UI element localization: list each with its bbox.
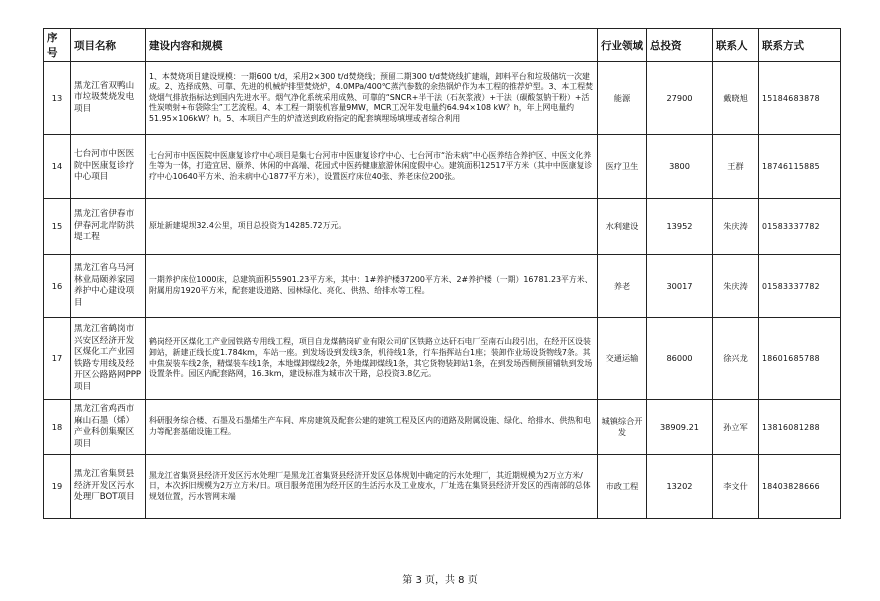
total-investment: 13952 xyxy=(647,199,713,255)
industry-field: 水利建设 xyxy=(598,199,647,255)
header-name: 项目名称 xyxy=(71,29,146,62)
header-no: 序号 xyxy=(44,29,71,62)
project-content: 科研服务综合楼、石墨及石墨烯生产车间、库房建筑及配套公建的建筑工程及区内的道路及附属设施、绿化、给排水、供热和电力等配套基础设施工程。 xyxy=(146,400,598,455)
table-row xyxy=(44,255,841,318)
row-number: 16 xyxy=(44,255,71,318)
contact-person: 朱庆涛 xyxy=(713,255,759,318)
contact-person: 徐兴龙 xyxy=(713,318,759,400)
industry-field: 养老 xyxy=(598,255,647,318)
contact-phone: 01583337782 xyxy=(759,199,841,255)
table-row xyxy=(44,62,841,135)
page-footer: 第 3 页，共 8 页 xyxy=(402,575,478,586)
contact-phone: 13816081288 xyxy=(759,400,841,455)
contact-person: 李文什 xyxy=(713,455,759,519)
industry-field: 能源 xyxy=(598,62,647,135)
total-investment: 3800 xyxy=(647,135,713,199)
row-number: 13 xyxy=(44,62,71,135)
total-investment: 13202 xyxy=(647,455,713,519)
contact-phone: 01583337782 xyxy=(759,255,841,318)
project-content: 黑龙江省集贤县经济开发区污水处理厂是黑龙江省集贤县经济开发区总体规划中确定的污水处理厂，其近期规模为2万立方米/日，本次拆旧规模为2万立方米/日。项目服务范围为经开区的生活污水及工业废水，厂址选在集贤县经济开发区的西南部的总体规划位置，污水管网末端 xyxy=(146,455,598,519)
row-number: 18 xyxy=(44,400,71,455)
project-name: 七台河市中医医院中医康复诊疗中心项目 xyxy=(71,135,146,199)
table-row xyxy=(44,318,841,400)
row-number: 15 xyxy=(44,199,71,255)
total-investment: 38909.21 xyxy=(647,400,713,455)
contact-person: 孙立军 xyxy=(713,400,759,455)
header-content: 建设内容和规模 xyxy=(146,29,598,62)
project-name: 黑龙江省乌马河林业局颐养家园养护中心建设项目 xyxy=(71,255,146,318)
row-number: 19 xyxy=(44,455,71,519)
project-name: 黑龙江省鸡西市麻山石墨（烯）产业科创集聚区项目 xyxy=(71,400,146,455)
row-number: 17 xyxy=(44,318,71,400)
contact-person: 戴晓旭 xyxy=(713,62,759,135)
project-content: 七台河市中医医院中医康复诊疗中心项目是集七台河市中医康复诊疗中心、七台河市“治未病”中心医养结合养护区、中医文化养生等为一体，打造宜居、颐养、休闲的中高端、花园式中医药健康旅游休闲度假中心。建筑面积12517平方米（其中中医康复诊疗中心10640平方米、治未病中心1877平方米），设置医疗床位40张、养老床位200张。 xyxy=(146,135,598,199)
project-content: 1、本焚烧项目建设规模：一期600 t/d，采用2×300 t/d焚烧线；预留二期300 t/d焚烧线扩建端，卸料平台和垃圾储坑一次建成。2、选择成熟、可靠、先进的机械炉排型焚烧炉，4.0MPa/400℃蒸汽参数的余热锅炉作为本工程的推荐炉型。3、本工程焚烧烟气排放指标达到国内先进水平。烟气净化系统采用成熟、可靠的“SNCR+半干法（石灰浆液）+干法（碳酸氢钠干粉）+活性炭喷射+布袋除尘”工艺流程。4、本工程一期装机容量9MW，MCR工况年发电量约64.94×108 kW？h，年上网电量约51.95×106kW？h。5、本项目产生的炉渣送到政府指定的配套填埋场填埋或者综合利用 xyxy=(146,62,598,135)
header-phone: 联系方式 xyxy=(759,29,841,62)
total-investment: 27900 xyxy=(647,62,713,135)
row-number: 14 xyxy=(44,135,71,199)
project-content: 一期养护床位1000床，总建筑面积55901.23平方米，其中：1#养护楼37200平方米、2#养护楼（一期）16781.23平方米、附属用房1920平方米，配套建设道路、园林绿化、亮化、供热、给排水等工程。 xyxy=(146,255,598,318)
contact-phone: 18746115885 xyxy=(759,135,841,199)
table-row xyxy=(44,135,841,199)
header-row xyxy=(44,29,841,62)
project-name: 黑龙江省集贤县经济开发区污水处理厂BOT项目 xyxy=(71,455,146,519)
table-row xyxy=(44,455,841,519)
contact-phone: 18403828666 xyxy=(759,455,841,519)
contact-phone: 18601685788 xyxy=(759,318,841,400)
industry-field: 市政工程 xyxy=(598,455,647,519)
header-investment: 总投资 xyxy=(647,29,713,62)
total-investment: 30017 xyxy=(647,255,713,318)
table-row xyxy=(44,400,841,455)
total-investment: 86000 xyxy=(647,318,713,400)
project-table xyxy=(43,28,841,519)
project-name: 黑龙江省伊春市伊春河北岸防洪堤工程 xyxy=(71,199,146,255)
project-content: 鹤岗经开区煤化工产业园铁路专用线工程，项目自龙煤鹤岗矿业有限公司矿区铁路立达矸石电厂至南石山段引出，在经开区设装卸站，新建正线长度1.784km，车站一座。到发场设到发线3条，机待线1条，行车指挥站台1座；装卸作业场设货物线7条。其中焦炭装车线2条，精煤装车线1条，本地煤卸煤线2条，外地煤卸煤线1条，其它货物装卸站1条，在到发场西侧预留铺轨到发场设置条件。园区内配套路网，16.3km，建设标准为城市次干路，总投资3.8亿元。 xyxy=(146,318,598,400)
contact-person: 朱庆涛 xyxy=(713,199,759,255)
header-contact: 联系人 xyxy=(713,29,759,62)
project-name: 黑龙江省鹤岗市兴安区经济开发区煤化工产业园铁路专用线及经开区公路路网PPP项目 xyxy=(71,318,146,400)
contact-person: 王群 xyxy=(713,135,759,199)
project-content: 原址新建堤坝32.4公里，项目总投资为14285.72万元。 xyxy=(146,199,598,255)
table-row xyxy=(44,199,841,255)
project-name: 黑龙江省双鸭山市垃圾焚烧发电项目 xyxy=(71,62,146,135)
industry-field: 医疗卫生 xyxy=(598,135,647,199)
header-field: 行业领域 xyxy=(598,29,647,62)
contact-phone: 15184683878 xyxy=(759,62,841,135)
industry-field: 城镇综合开发 xyxy=(598,400,647,455)
industry-field: 交通运输 xyxy=(598,318,647,400)
